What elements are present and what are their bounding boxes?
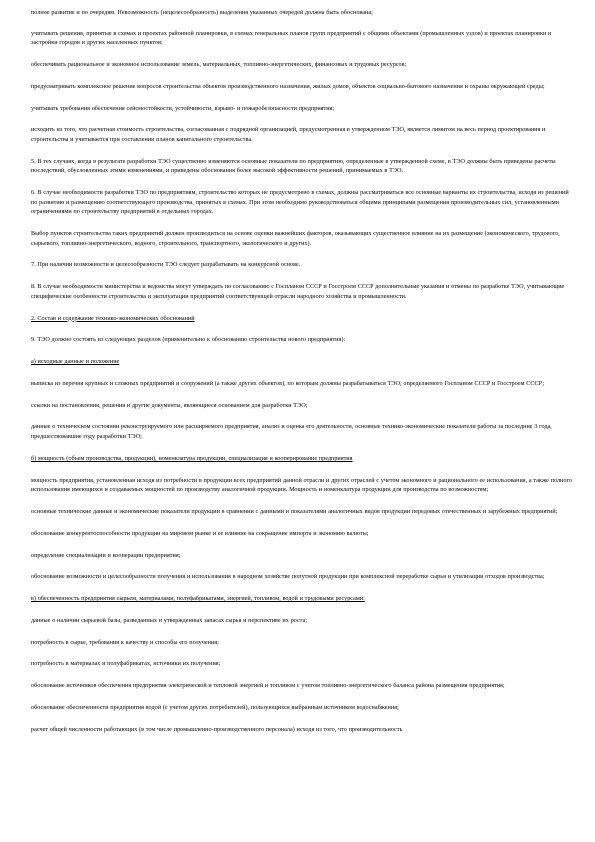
subsection-heading: б) мощность (объем производства, продукции), номенклатура продукции, специализация и кооперирование предприятия	[31, 454, 353, 462]
paragraph: 6. В случае необходимости разработки ТЭО по предприятиям, строительство которых не предусмотрено в схемах, должны рассматриваться все основные варианты их строительства, исходя из решений по развитию и размещению соответствующего производства, принятых в схемах. При этом необходимо руководствоваться общими принципами размещения производительных сил, установленными ограничениями по строительству предприятий в отдельных городах.	[31, 189, 569, 216]
paragraph: выписка из перечня крупных и сложных предприятий и сооружений (а также других объектов), по которым должны разрабатываться ТЭО, определяемого Госпланом СССР и Госстроем СССР;	[31, 379, 545, 387]
paragraph: предусматривать комплексное решение вопросов строительства объектов производственного назначения, жилых домов, объектов социально-бытового назначения и охраны окружающей среды;	[31, 82, 545, 90]
paragraph: обоснование возможности и целесообразности получения и использования в народном хозяйстве попутной продукции при комплексной переработке сырья и утилизации отходов производства;	[31, 573, 545, 581]
document-page	[31, 8, 572, 747]
paragraph: 7. При наличии возможности и целесообразности ТЭО следует разрабатывать на конкурсной основе.	[31, 261, 301, 269]
paragraph: расчет общей численности работающих (в том числе промышленно-производственного персонала) исходя из того, что производительность	[31, 725, 403, 733]
paragraph: 8. В случае необходимости министерства и ведомства могут утверждать по согласованию с Госпланом СССР и Госстроем СССР дополнительные указания и отмены по разработке ТЭО, учитывающие специфические особенности строительства и эксплуатации предприятий соответствующей отрасли народного хозяйства и промышленности.	[31, 283, 565, 300]
subsection-heading: в) обеспеченность предприятия сырьем, материалами, полуфабрикатами, энергией, топливом, водой и трудовыми ресурсами:	[31, 595, 365, 603]
paragraph: мощность предприятия, установленная исходя из потребности в продукции всех предприятий данной отрасли и других отраслей с учетом экономного и рационального ее использования, а также полного использования имеющихся и создаваемых мощностей по производству аналогичной продукции. Мощность и номенклатура продукции для производства по возможностям;	[31, 476, 572, 494]
paragraph: исходить из того, что расчетная стоимость строительства, согласованная с подрядной организацией, предусмотренная в утвержденном ТЭО, является лимитом на весь период проектирования и строительства и учитывается при составлении планов капитального строительства.	[31, 126, 546, 143]
paragraph: 5. В тех случаях, когда в результате разработки ТЭО существенно изменяются основные показатели по предприятию, определенные в утвержденной схеме, в ТЭО должны быть приведены расчеты последствий, обусловленных этими изменениями, и приведены обоснования более высокой эффективности решений, принимаемых в ТЭО.	[31, 157, 556, 175]
paragraph: 9. ТЭО должно состоять из следующих разделов (применительно к обоснованию строительства нового предприятия):	[31, 336, 346, 344]
paragraph: определение специализации и кооперации предприятия;	[31, 551, 181, 559]
paragraph: обоснование конкурентоспособности продукции на мировом рынке и ее влияние на сокращение импорта и экономию валюты;	[31, 529, 369, 537]
section-heading: 2. Состав и содержание технико-экономических обоснований	[31, 314, 195, 322]
paragraph: основные технические данные и экономические показатели продукции в сравнении с данными и показателями аналогичных видов продукции передовых отечественных и зарубежных предприятий;	[31, 508, 558, 515]
paragraph: учитывать решения, принятые в схемах и проектах районной планировки, в схемах генеральных планов групп предприятий с общими объектами (промышленных узлов) и проектах планировки и застройки городов и других населенных пунктов;	[31, 29, 552, 47]
paragraph: потребность в материалах и полуфабрикатах, источники их получения;	[31, 660, 221, 668]
subsection-heading: а) исходные данные и положение	[31, 358, 120, 366]
paragraph: данные о наличии сырьевой базы, разведанных и утвержденных запасах сырья и перспективе их роста;	[31, 616, 307, 624]
paragraph: полное развитие и по очередям. Невозможность (нецелесообразность) выделения указанных очередей должна быть обоснована;	[31, 9, 373, 16]
paragraph: потребность в сырье, требования к качеству и способы его получения;	[31, 638, 219, 646]
paragraph: Выбор пунктов строительства таких предприятий должен производиться на основе оценки важнейших факторов, оказывающих существенное влияние на их размещение (экономического, трудового, сырьевого, топливно-энергетического, водного, строительного, транспортного, экологического и других).	[31, 230, 560, 247]
paragraph: учитывать требования обеспечения сейсмостойкости, устойчивости, взрыво- и пожаробезопасности предприятия;	[31, 104, 335, 112]
paragraph: обеспечивать рациональное и экономное использование земель, материальных, топливно-энергетических, финансовых и трудовых ресурсов;	[31, 60, 407, 68]
paragraph: данные о техническом состоянии реконструируемого или расширяемого предприятия, анализ и оценка его деятельности, основные технико-экономические показатели работы за последние 3 года, предшествовавшие году разработки ТЭО;	[31, 423, 552, 441]
paragraph: обоснование источников обеспечения предприятия электрической и тепловой энергией и топливом с учетом топливно-энергетического баланса района размещения предприятия;	[31, 682, 505, 690]
paragraph: обоснование обеспеченности предприятия водой (с учетом других потребителей), пользующихся выбранным источником водоснабжения;	[31, 704, 399, 712]
paragraph: ссылки на постановления, решения и другие документы, являющиеся основанием для разработки ТЭО;	[31, 401, 308, 409]
